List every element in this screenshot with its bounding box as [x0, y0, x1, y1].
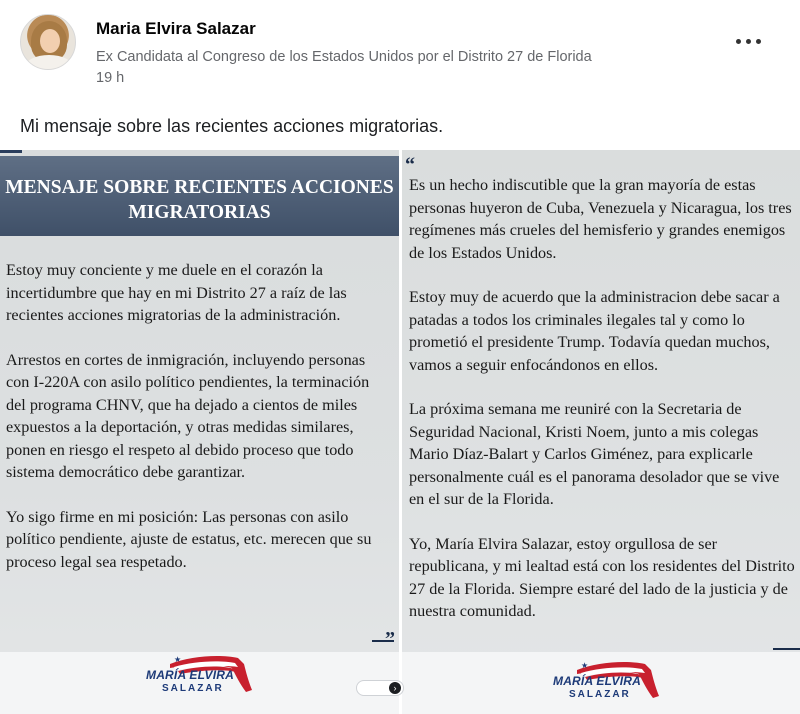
- paragraph: Estoy muy conciente y me duele en el corazón la incertidumbre que hay en mi Distrito 27 a raíz de las recientes acciones migratorias de la administración.: [6, 261, 347, 324]
- paragraph: Yo sigo firme en mi posición: Las personas con asilo político pendiente, ajuste de estatus, etc. merecen que su proceso legal sea respetado.: [6, 507, 372, 571]
- more-options-button[interactable]: [728, 28, 768, 54]
- post-image-left[interactable]: [0, 150, 399, 714]
- salazar-logo: [547, 656, 667, 702]
- post-timestamp[interactable]: 19 h: [96, 70, 125, 86]
- logo-surname: SALAZAR: [569, 689, 631, 700]
- paragraph: Estoy muy de acuerdo que la administracion debe sacar a patadas a todos los criminales ilegales tal y como lo prometió el presidente Trump. Todavía quedan muchos, vamos a seguir enfocándonos en ellos.: [409, 288, 780, 374]
- left-message-body: [6, 259, 392, 595]
- post-text: Mi mensaje sobre las recientes acciones migratorias.: [20, 116, 444, 136]
- paragraph: Arrestos en cortes de inmigración, incluyendo personas con I-220A con asilo político pendientes, la terminación del programa CHNV, que ha dejado a cientos de miles expuestos a la deportación, y otras medidas similares, ponen en riesgo el respeto al debido proceso que todo sistema democrático debe garantizar.: [6, 350, 370, 481]
- close-quote-icon: ”: [385, 628, 395, 650]
- open-quote-icon: “: [405, 154, 415, 176]
- logo-name: MARÍA ELVIRA: [553, 674, 641, 688]
- logo-surname: SALAZAR: [162, 683, 224, 694]
- author-subtitle: Ex Candidata al Congreso de los Estados Unidos por el Distrito 27 de Florida: [96, 49, 592, 65]
- right-message-body: [409, 174, 795, 645]
- chevron-right-icon: ›: [389, 682, 401, 694]
- svg-text:★: ★: [174, 655, 182, 664]
- image-title: MENSAJE SOBRE RECIENTES ACCIONES MIGRATORIAS: [5, 177, 394, 223]
- svg-text:★: ★: [581, 661, 589, 670]
- salazar-logo: [140, 650, 260, 696]
- paragraph: Yo, María Elvira Salazar, estoy orgullosa de ser republicana, y mi lealtad está con los residentes del Distrito 27 de la Florida. Siempre estaré del lado de la justicia y de nuestra comunidad.: [409, 534, 795, 620]
- post-image-right[interactable]: [402, 150, 800, 714]
- paragraph: La próxima semana me reuniré con la Secretaria de Seguridad Nacional, Kristi Noem, junto a mis colegas Mario Díaz-Balart y Carlos Giménez, para explicarle personalmente cuál es el panorama desolador que se vive en el sur de la Florida.: [409, 400, 780, 508]
- quote-rule: [773, 648, 800, 650]
- quote-rule: [0, 150, 22, 153]
- more-horizontal-icon: [736, 39, 741, 44]
- author-name[interactable]: Maria Elvira Salazar: [96, 19, 256, 38]
- next-image-button[interactable]: [356, 680, 404, 696]
- title-banner: [0, 156, 399, 236]
- author-avatar[interactable]: [20, 14, 76, 70]
- logo-name: MARÍA ELVIRA: [146, 668, 234, 682]
- paragraph: Es un hecho indiscutible que la gran mayoría de estas personas huyeron de Cuba, Venezuela y Nicaragua, los tres regímenes más crueles del hemisferio y grandes enemigos de los Estados Unidos.: [409, 176, 792, 262]
